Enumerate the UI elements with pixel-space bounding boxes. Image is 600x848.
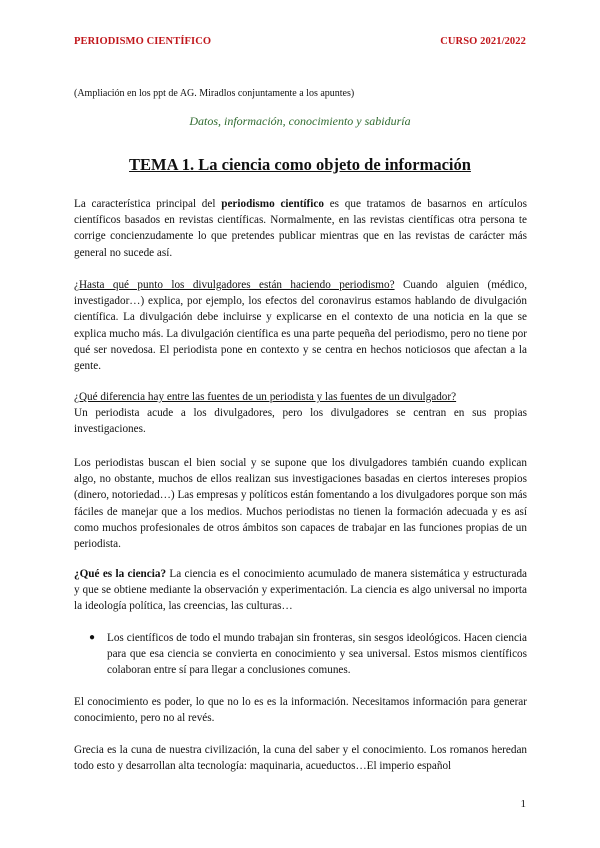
header-course-year: CURSO 2021/2022 bbox=[440, 36, 526, 47]
intro-note: (Ampliación en los ppt de AG. Miradlos conjuntamente a los apuntes) bbox=[74, 88, 355, 99]
paragraph-divulgadores bbox=[74, 277, 527, 374]
page-title: TEMA 1. La ciencia como objeto de información bbox=[129, 155, 471, 174]
p2-question: ¿Hasta qué punto los divulgadores están haciendo periodismo? bbox=[74, 279, 395, 291]
paragraph-conocimiento-poder: El conocimiento es poder, lo que no lo es es la información. Necesitamos información para generar conocimiento, pero no al revés. bbox=[74, 696, 527, 725]
paragraph-fuentes bbox=[74, 389, 527, 438]
page-header bbox=[74, 36, 526, 52]
p3-text: Un periodista acude a los divulgadores, pero los divulgadores se centran en sus propias investigaciones. bbox=[74, 407, 527, 436]
p5-text: La ciencia es el conocimiento acumulado de manera sistemática y estructurada y que se obtiene mediante la observación y experimentación. La ciencia es algo universal no importa la ideología política, las creencias, las culturas… bbox=[74, 568, 528, 613]
p3-question: ¿Qué diferencia hay entre las fuentes de un periodista y las fuentes de un divulgador? bbox=[74, 391, 457, 403]
p2-text: Cuando alguien (médico, investigador…) explica, por ejemplo, los efectos del coronavirus estamos hablando de divulgación científica. La divulgación debe incluirse y explicarse en el contexto de una noticia en la que se explica mucho más. La divulgación científica es una parte pequeña del periodismo, pero no tiene por qué ser novedosa. El periodista pone en contexto y se centra en hechos noticiosos que afectan a la gente. bbox=[74, 279, 527, 373]
paragraph-grecia: Grecia es la cuna de nuestra civilización, la cuna del saber y el conocimiento. Los romanos heredan todo esto y desarrollan alta tecnología: maquinaria, acueductos…El imperio español bbox=[74, 744, 527, 773]
header-course-name: PERIODISMO CIENTÍFICO bbox=[74, 36, 212, 47]
p1-text-a: La característica principal del bbox=[74, 198, 222, 210]
page-number: 1 bbox=[520, 798, 526, 810]
p5-question: ¿Qué es la ciencia? bbox=[74, 568, 167, 580]
subtitle: Datos, información, conocimiento y sabiduría bbox=[189, 114, 411, 128]
p1-text-c: es que tratamos de basarnos en artículos científicos basados en revistas científicas. Normalmente, en las revistas científicas otra persona te corrige concienzudamente lo que pretendes publicar mientras que en las revistas de carácter más general no sucede así. bbox=[74, 198, 527, 259]
paragraph-periodismo-cientifico bbox=[74, 196, 527, 261]
bullet-item bbox=[89, 630, 527, 679]
paragraph-bien-social: Los periodistas buscan el bien social y se supone que los divulgadores también cuando explican algo, no obstante, muchos de ellos realizan sus investigaciones basadas en ciertos intereses propios (dinero, notoriedad…) Las empresas y políticos están fomentando a los divulgadores porque son más fáciles de manejar que a los medios. Muchos periodistas no tienen la formación adecuada y es así como muchos profesionales de otros ámbitos son capaces de trabajar en las funciones propias de un periodista. bbox=[74, 457, 527, 551]
bullet-text: Los científicos de todo el mundo trabajan sin fronteras, sin sesgos ideológicos. Hacen ciencia para que esa ciencia se convierta en conocimiento y sea universal. Estos mismos científicos colaboran entre sí para llegar a conclusiones comunes. bbox=[107, 632, 527, 677]
bullet-icon: ● bbox=[89, 632, 96, 643]
paragraph-que-es-ciencia bbox=[74, 566, 527, 615]
p1-bold-term: periodismo científico bbox=[221, 198, 324, 210]
